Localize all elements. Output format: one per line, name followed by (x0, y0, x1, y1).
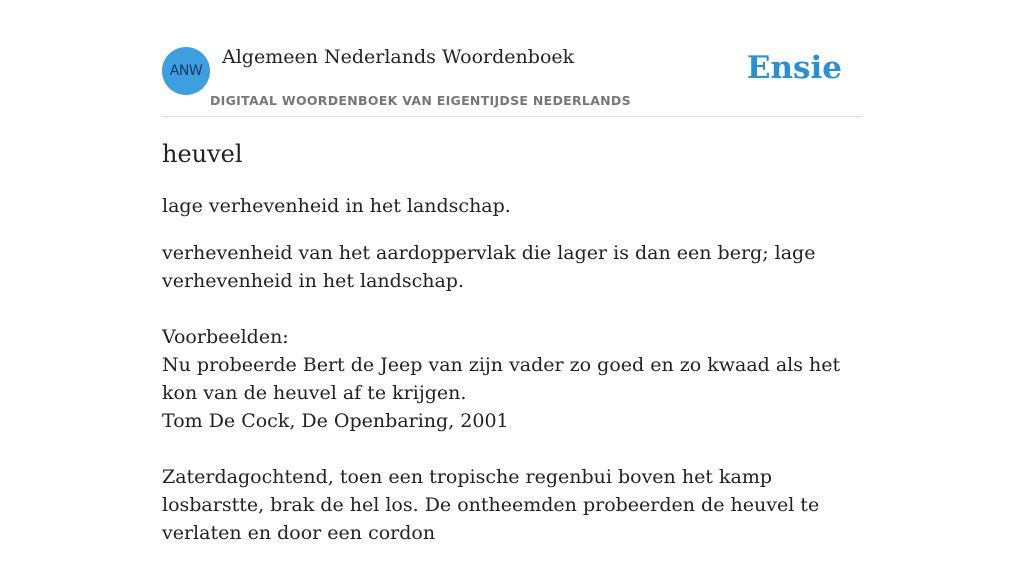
site-header (162, 0, 862, 117)
anw-logo[interactable]: ANW (162, 47, 210, 95)
site-subtitle: DIGITAAL WOORDENBOEK VAN EIGENTIJDSE NEDERLANDS (210, 93, 631, 108)
example-item (162, 351, 862, 435)
examples (162, 323, 862, 547)
example-text: Nu probeerde Bert de Jeep van zijn vader zo goed en zo kwaad als het kon van de heuvel af te krijgen. (162, 354, 841, 404)
example-text: Zaterdagochtend, toen een tropische regenbui boven het kamp losbarstte, brak de hel los. De ontheemden probeerden de heuvel te verlaten en door een cordon (162, 466, 820, 544)
entry-content (162, 136, 862, 575)
short-definition: lage verhevenheid in het landschap. (162, 195, 511, 217)
site-title[interactable]: Algemeen Nederlands Woordenboek (222, 46, 575, 68)
headword: heuvel (162, 140, 243, 168)
example-source: Tom De Cock, De Openbaring, 2001 (162, 410, 509, 432)
examples-label: Voorbeelden: (162, 326, 289, 348)
ensie-brand-link[interactable]: Ensie (746, 50, 842, 86)
example-item (162, 463, 862, 547)
long-definition: verhevenheid van het aardoppervlak die lager is dan een berg; lage verhevenheid in het landschap. (162, 242, 816, 292)
